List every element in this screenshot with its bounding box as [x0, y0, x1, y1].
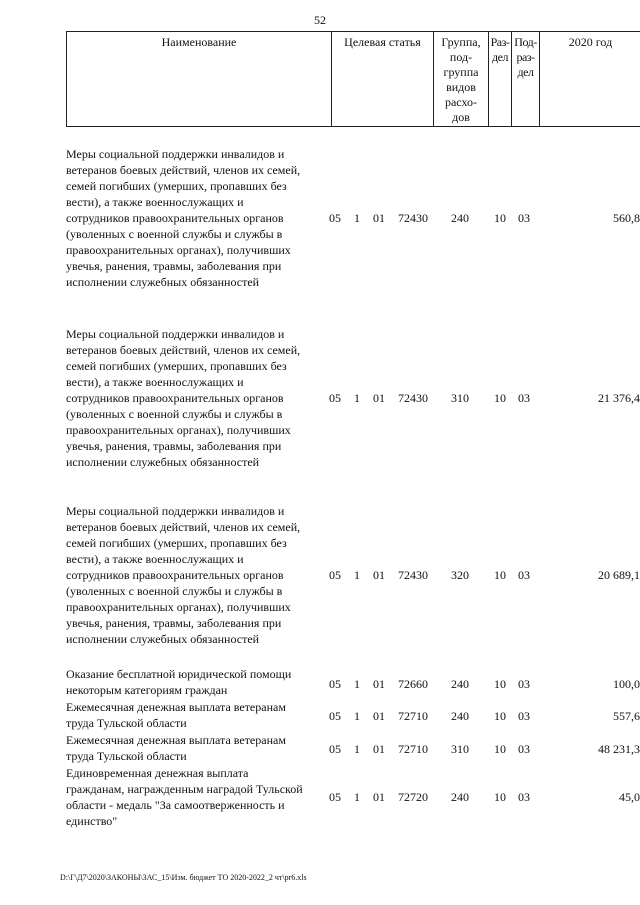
row-name-line: Единовременная денежная выплата — [66, 766, 249, 780]
header-group — [433, 31, 488, 127]
amount: 48 231,3 — [598, 742, 640, 756]
header-name: Наименование — [66, 31, 331, 127]
row-name-line: семей погибших (умерших, пропавших без — [66, 359, 287, 373]
target-item-part-1: 05 — [329, 568, 341, 582]
target-item-part-4: 72660 — [398, 677, 428, 691]
section-code: 10 — [494, 742, 506, 756]
row-name-line: некоторым категориям граждан — [66, 683, 228, 697]
amount: 560,8 — [613, 211, 640, 225]
section-code: 10 — [494, 211, 506, 225]
target-item-part-4: 72710 — [398, 742, 428, 756]
row-name-line: правоохранительных органах), получивших — [66, 600, 291, 614]
header-year: 2020 год — [539, 31, 640, 127]
amount: 45,0 — [619, 790, 640, 804]
target-item-part-2: 1 — [354, 709, 360, 723]
table-header — [66, 31, 640, 127]
section-code: 10 — [494, 709, 506, 723]
target-item-part-1: 05 — [329, 790, 341, 804]
row-name-line: гражданам, награжденным наградой Тульской — [66, 782, 303, 796]
row-name-line: увечья, ранения, травмы, заболевания при — [66, 616, 282, 630]
row-name-line: сотрудников правоохранительных органов — [66, 211, 284, 225]
target-item-part-2: 1 — [354, 742, 360, 756]
expense-group: 310 — [451, 391, 469, 405]
expense-group: 240 — [451, 677, 469, 691]
target-item-part-3: 01 — [373, 790, 385, 804]
amount: 557,6 — [613, 709, 640, 723]
row-name-line: Меры социальной поддержки инвалидов и — [66, 327, 285, 341]
expense-group: 240 — [451, 790, 469, 804]
section-code: 10 — [494, 568, 506, 582]
row-name — [66, 146, 326, 290]
row-name-line: Ежемесячная денежная выплата ветеранам — [66, 733, 286, 747]
expense-group: 240 — [451, 211, 469, 225]
row-name-line: исполнении служебных обязанностей — [66, 632, 260, 646]
header-group-line: видов — [446, 80, 476, 94]
subsection-code: 03 — [518, 677, 530, 691]
page-number: 52 — [314, 13, 326, 27]
subsection-code: 03 — [518, 211, 530, 225]
row-name-line: Меры социальной поддержки инвалидов и — [66, 147, 285, 161]
row-name-line: исполнении служебных обязанностей — [66, 275, 260, 289]
row-name-line: (уволенных с военной службы и службы в — [66, 407, 283, 421]
header-target-item: Целевая статья — [331, 31, 433, 127]
row-name-line: вести), а также военнослужащих и — [66, 552, 244, 566]
row-name-line: единство" — [66, 814, 118, 828]
row-name-line: труда Тульской области — [66, 749, 187, 763]
amount: 100,0 — [613, 677, 640, 691]
header-subsection-line: дел — [517, 65, 534, 79]
header-group-line: дов — [452, 110, 470, 124]
row-name-line: ветеранов боевых действий, членов их семей, — [66, 520, 301, 534]
target-item-part-1: 05 — [329, 391, 341, 405]
row-name-line: труда Тульской области — [66, 716, 187, 730]
target-item-part-4: 72430 — [398, 391, 428, 405]
section-code: 10 — [494, 391, 506, 405]
expense-group: 240 — [451, 709, 469, 723]
target-item-part-2: 1 — [354, 677, 360, 691]
target-item-part-1: 05 — [329, 709, 341, 723]
row-name-line: правоохранительных органах), получивших — [66, 243, 291, 257]
row-name-line: ветеранов боевых действий, членов их семей, — [66, 163, 301, 177]
row-name — [66, 326, 326, 470]
row-name-line: Меры социальной поддержки инвалидов и — [66, 504, 285, 518]
target-item-part-4: 72430 — [398, 568, 428, 582]
row-name — [66, 666, 326, 698]
target-item-part-4: 72720 — [398, 790, 428, 804]
expense-group: 320 — [451, 568, 469, 582]
row-name-line: увечья, ранения, травмы, заболевания при — [66, 439, 282, 453]
row-name-line: (уволенных с военной службы и службы в — [66, 584, 283, 598]
row-name-line: семей погибших (умерших, пропавших без — [66, 536, 287, 550]
row-name-line: Оказание бесплатной юридической помощи — [66, 667, 292, 681]
row-name-line: сотрудников правоохранительных органов — [66, 391, 284, 405]
target-item-part-3: 01 — [373, 677, 385, 691]
target-item-part-1: 05 — [329, 742, 341, 756]
header-section-line: Раз- — [490, 35, 510, 49]
expense-group: 310 — [451, 742, 469, 756]
header-group-line: расхо- — [444, 95, 478, 109]
header-group-line: Группа, — [441, 35, 481, 49]
row-name-line: сотрудников правоохранительных органов — [66, 568, 284, 582]
amount: 21 376,4 — [598, 391, 640, 405]
row-name-line: увечья, ранения, травмы, заболевания при — [66, 259, 282, 273]
subsection-code: 03 — [518, 790, 530, 804]
row-name — [66, 503, 326, 647]
row-name-line: Ежемесячная денежная выплата ветеранам — [66, 700, 286, 714]
header-section — [488, 31, 511, 127]
target-item-part-1: 05 — [329, 211, 341, 225]
row-name-line: правоохранительных органах), получивших — [66, 423, 291, 437]
target-item-part-3: 01 — [373, 391, 385, 405]
row-name-line: исполнении служебных обязанностей — [66, 455, 260, 469]
subsection-code: 03 — [518, 742, 530, 756]
target-item-part-3: 01 — [373, 211, 385, 225]
row-name — [66, 732, 326, 764]
target-item-part-4: 72430 — [398, 211, 428, 225]
subsection-code: 03 — [518, 391, 530, 405]
row-name — [66, 699, 326, 731]
row-name-line: вести), а также военнослужащих и — [66, 375, 244, 389]
header-section-line: дел — [492, 50, 508, 64]
section-code: 10 — [494, 790, 506, 804]
target-item-part-2: 1 — [354, 391, 360, 405]
target-item-part-3: 01 — [373, 709, 385, 723]
amount: 20 689,1 — [598, 568, 640, 582]
row-name-line: области - медаль "За самоотверженность и — [66, 798, 285, 812]
target-item-part-3: 01 — [373, 568, 385, 582]
target-item-part-4: 72710 — [398, 709, 428, 723]
target-item-part-2: 1 — [354, 211, 360, 225]
header-subsection-line: раз- — [516, 50, 535, 64]
row-name-line: семей погибших (умерших, пропавших без — [66, 179, 287, 193]
row-name-line: ветеранов боевых действий, членов их семей, — [66, 343, 301, 357]
header-group-line: под- — [449, 50, 473, 64]
target-item-part-1: 05 — [329, 677, 341, 691]
row-name-line: (уволенных с военной службы и службы в — [66, 227, 283, 241]
target-item-part-3: 01 — [373, 742, 385, 756]
section-code: 10 — [494, 677, 506, 691]
target-item-part-2: 1 — [354, 790, 360, 804]
file-path-footer: D:\Г\Д7\2020\ЗАКОНЫ\ЗАС_15\Изм. бюджет ТО 2020-2022_2 чт\pr6.xls — [60, 873, 307, 882]
header-subsection-line: Под- — [514, 35, 537, 49]
header-group-line: группа — [443, 65, 479, 79]
subsection-code: 03 — [518, 568, 530, 582]
header-subsection — [511, 31, 539, 127]
subsection-code: 03 — [518, 709, 530, 723]
row-name-line: вести), а также военнослужащих и — [66, 195, 244, 209]
row-name — [66, 765, 326, 829]
target-item-part-2: 1 — [354, 568, 360, 582]
